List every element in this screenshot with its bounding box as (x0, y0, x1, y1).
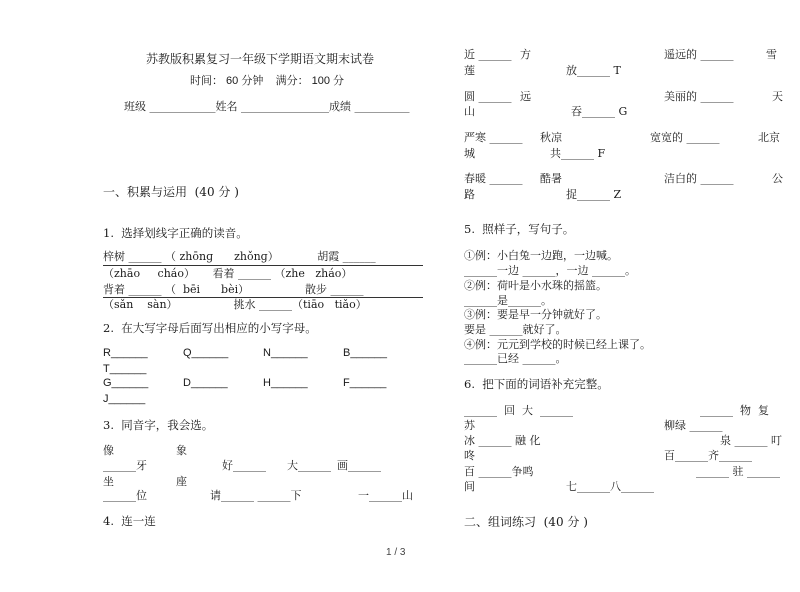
q3-r2-c: 一______山 (358, 489, 413, 502)
q3-title: 3. 同音字，我会选。 (103, 418, 214, 432)
q6-r3c: 间 (464, 480, 475, 493)
match-c3a: 城 (464, 147, 475, 160)
match-a3: 严寒 ______ (464, 131, 523, 144)
q6-r1c: 苏 (464, 419, 475, 432)
q3-pair2-b: 座 (176, 475, 187, 488)
match-a4: 春暖 ______ (464, 172, 523, 185)
exam-title: 苏教版积累复习一年级下学期语文期末试卷 (146, 52, 375, 66)
match-c4b: 捉______ Z (566, 188, 622, 201)
q1-line3: 背着 ______ （ bēi bèi） 散步 ______ (103, 283, 364, 296)
q5-line3: ②例：荷叶是小水珠的摇篮。 (464, 279, 607, 292)
q6-r1d: 柳绿 ______ (664, 419, 723, 432)
q6-r2d: 百______齐______ (664, 449, 752, 462)
q6-r3a: 百 ______争鸣 (464, 465, 534, 478)
q2-j: J______ (103, 393, 146, 405)
match-b3b: 北京 (758, 131, 780, 144)
q6-r3d: 七______八______ (566, 480, 654, 493)
match-a3b: 秋凉 (540, 131, 562, 144)
q3-r1-c: 大______ (287, 459, 331, 472)
match-c2b: 吞______ G (571, 105, 628, 118)
q2-g: G______ (103, 377, 149, 389)
q1-line2: （zhāo cháo） 看着 ______ （zhe zháo） (103, 267, 353, 280)
match-c2a: 山 (464, 105, 475, 118)
match-a1: 近 ______ (464, 48, 512, 61)
q3-r2-b: 请______ ______下 (210, 489, 302, 502)
q1-underline1 (103, 265, 423, 266)
match-b1: 遥远的 ______ (664, 48, 734, 61)
page-number: 1 / 3 (386, 547, 406, 558)
q2-f: F______ (343, 377, 387, 389)
q5-line8: ______已经 ______。 (464, 352, 567, 365)
match-a4b: 酷暑 (540, 172, 562, 185)
student-info-line: 班级 ____________姓名 ________________成绩 __________ (124, 100, 410, 113)
q5-line1: ①例：小白兔一边跑，一边喊。 (464, 249, 618, 262)
match-b1b: 雪 (766, 48, 777, 61)
q5-line4: ______是______。 (464, 294, 552, 307)
q6-r2b: 泉 ______ 叮 (720, 434, 782, 447)
q2-n: N______ (263, 347, 308, 359)
q3-pair2-a: 坐 (103, 475, 114, 488)
q1-title: 1. 选择划线字正确的读音。 (103, 226, 248, 240)
q1-line1: 梓树 ______ （ zhōnɡ zhǒnɡ） 胡霞 ______ (103, 250, 376, 263)
q4-title: 4. 连一连 (103, 514, 156, 528)
q2-q: Q______ (183, 347, 229, 359)
q2-t: T______ (103, 363, 147, 375)
q2-title: 2. 在大写字母后面写出相应的小写字母。 (103, 321, 317, 335)
match-a2: 圆 ______ (464, 90, 512, 103)
q5-line7: ④例：元元到学校的时候已经上课了。 (464, 338, 651, 351)
section1-title: 一、积累与运用 (40 分 ) (103, 185, 239, 199)
q5-line6: 要是 ______就好了。 (464, 323, 567, 336)
q1-line4: （sǎn sàn） 挑水 ______（tiāo tiǎo） (103, 298, 367, 311)
section2-title: 二、组词练习 (40 分 ) (464, 515, 588, 529)
q6-r2a: 冰 ______ 融 化 (464, 434, 541, 447)
q2-h: H______ (263, 377, 308, 389)
q6-r1b: ______ 物 复 (700, 404, 769, 417)
match-b2b: 天 (772, 90, 783, 103)
q3-r1-b: 好______ (222, 459, 266, 472)
match-c1b: 放______ T (566, 64, 621, 77)
q3-r2-a: ______位 (103, 489, 147, 502)
q6-title: 6. 把下面的词语补充完整。 (464, 377, 609, 391)
q5-line2: ______一边 ______，一边 ______。 (464, 264, 636, 277)
q6-r3b: ______ 驻 ______ (696, 465, 780, 478)
match-c3b: 共______ F (550, 147, 606, 160)
q2-r: R______ (103, 347, 148, 359)
match-a2b: 远 (520, 90, 531, 103)
match-c4a: 路 (464, 188, 475, 201)
match-b3: 宽宽的 ______ (650, 131, 720, 144)
q3-r1-a: ______牙 (103, 459, 147, 472)
match-a1b: 方 (520, 48, 531, 61)
q5-title: 5. 照样子，写句子。 (464, 222, 575, 236)
q5-line5: ③例：要是早一分钟就好了。 (464, 308, 607, 321)
exam-time: 时间： 60 分钟 满分： 100 分 (190, 75, 345, 87)
match-b4b: 公 (772, 172, 783, 185)
match-c1a: 莲 (464, 64, 475, 77)
q3-pair1-a: 像 (103, 444, 114, 457)
q3-r1-d: 画______ (337, 459, 381, 472)
q3-pair1-b: 象 (176, 444, 187, 457)
q6-r1a: ______ 回 大 ______ (464, 404, 573, 417)
q6-r2c: 咚 (464, 449, 475, 462)
q2-d: D______ (183, 377, 228, 389)
q2-b: B______ (343, 347, 388, 359)
match-b4: 洁白的 ______ (664, 172, 734, 185)
match-b2: 美丽的 ______ (664, 90, 734, 103)
